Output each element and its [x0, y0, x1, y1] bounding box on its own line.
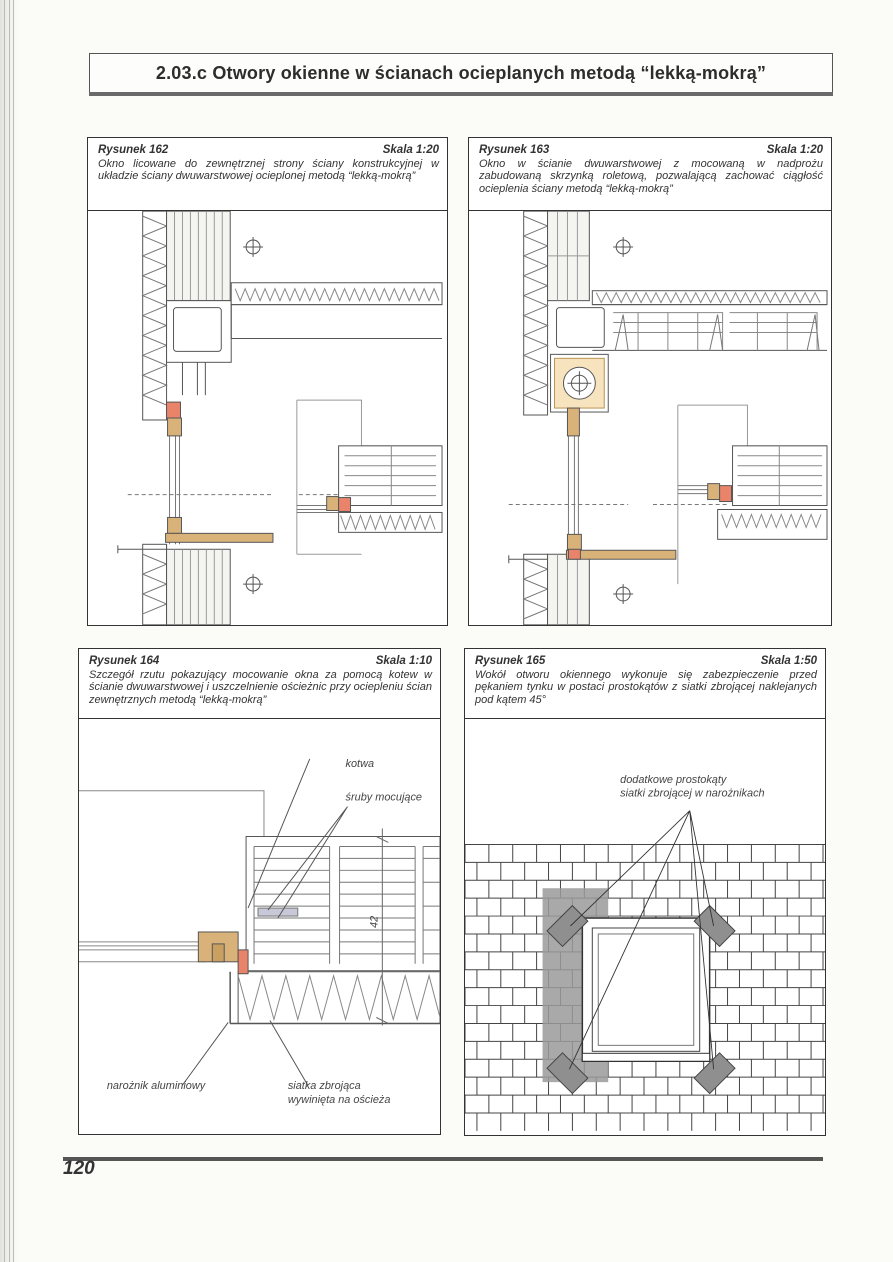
label-siatka-line1: siatka zbrojąca — [287, 1080, 361, 1093]
figure-caption-text: Szczegół rzutu pokazujący mocowanie okna za pomocą kotew w ścianie dwuwarstwowej i uszczelnienie ościeżnic przy ociepleniu ścian zewnętrznych metodą “lekką-mokrą” — [89, 668, 432, 706]
label-sruby: śruby mocujące — [345, 791, 423, 804]
page-title-box — [89, 53, 833, 93]
figure-162 — [87, 137, 448, 626]
figure-label: Rysunek 164 — [89, 655, 160, 667]
figure-caption-text: Okno licowane do zewnętrznej strony ściany konstrukcyjnej w układzie ściany dwuwarstwowej ocieplonej metodą “lekką-mokrą” — [98, 157, 439, 182]
page-number: 120 — [63, 1158, 95, 1179]
page-binding-edge — [0, 0, 18, 1262]
figure-162-drawing — [88, 211, 447, 625]
figure-scale: Skala 1:20 — [766, 144, 823, 156]
label-naroznik: narożnik aluminiowy — [106, 1080, 206, 1093]
figure-scale: Skala 1:10 — [375, 655, 432, 667]
label-line2: siatki zbrojącej w narożnikach — [620, 787, 765, 800]
section-drawing-163 — [469, 211, 831, 625]
figure-164-caption — [79, 649, 440, 719]
page-bottom-rule — [63, 1157, 823, 1161]
figure-163-caption — [469, 138, 831, 211]
figure-165 — [464, 648, 826, 1136]
elevation-drawing-165 — [465, 719, 825, 1135]
plan-drawing-164 — [79, 719, 440, 1134]
figure-165-drawing — [465, 719, 825, 1135]
figure-scale: Skala 1:20 — [382, 144, 439, 156]
figure-label: Rysunek 162 — [98, 144, 169, 156]
title-underline — [89, 92, 833, 96]
figure-162-caption — [88, 138, 447, 211]
figure-163 — [468, 137, 832, 626]
dimension-label: 42 — [368, 915, 381, 928]
section-drawing-162 — [88, 211, 447, 625]
page-title: 2.03.c Otwory okienne w ścianach ocieplanych metodą “lekką-mokrą” — [155, 62, 767, 83]
figure-163-drawing — [469, 211, 831, 625]
label-kotwa: kotwa — [345, 757, 375, 770]
label-siatka-line2: wywinięta na ościeża — [287, 1094, 391, 1107]
figure-caption-text: Wokół otworu okiennego wykonuje się zabezpieczenie przed pękaniem tynku w postaci prostokątów z siatki zbrojącej naklejanych pod kątem 45° — [475, 668, 817, 706]
figure-label: Rysunek 165 — [475, 655, 546, 667]
figure-label: Rysunek 163 — [479, 144, 550, 156]
figure-164 — [78, 648, 441, 1135]
label-line1: dodatkowe prostokąty — [620, 773, 727, 786]
figure-scale: Skala 1:50 — [760, 655, 817, 667]
figure-165-caption — [465, 649, 825, 719]
figure-caption-text: Okno w ścianie dwuwarstwowej z mocowaną w nadprożu zabudowaną skrzynką roletową, pozwalającą zachować ciągłość ocieplenia ściany metodą “lekką-mokrą” — [479, 157, 823, 195]
figure-164-drawing — [79, 719, 440, 1134]
